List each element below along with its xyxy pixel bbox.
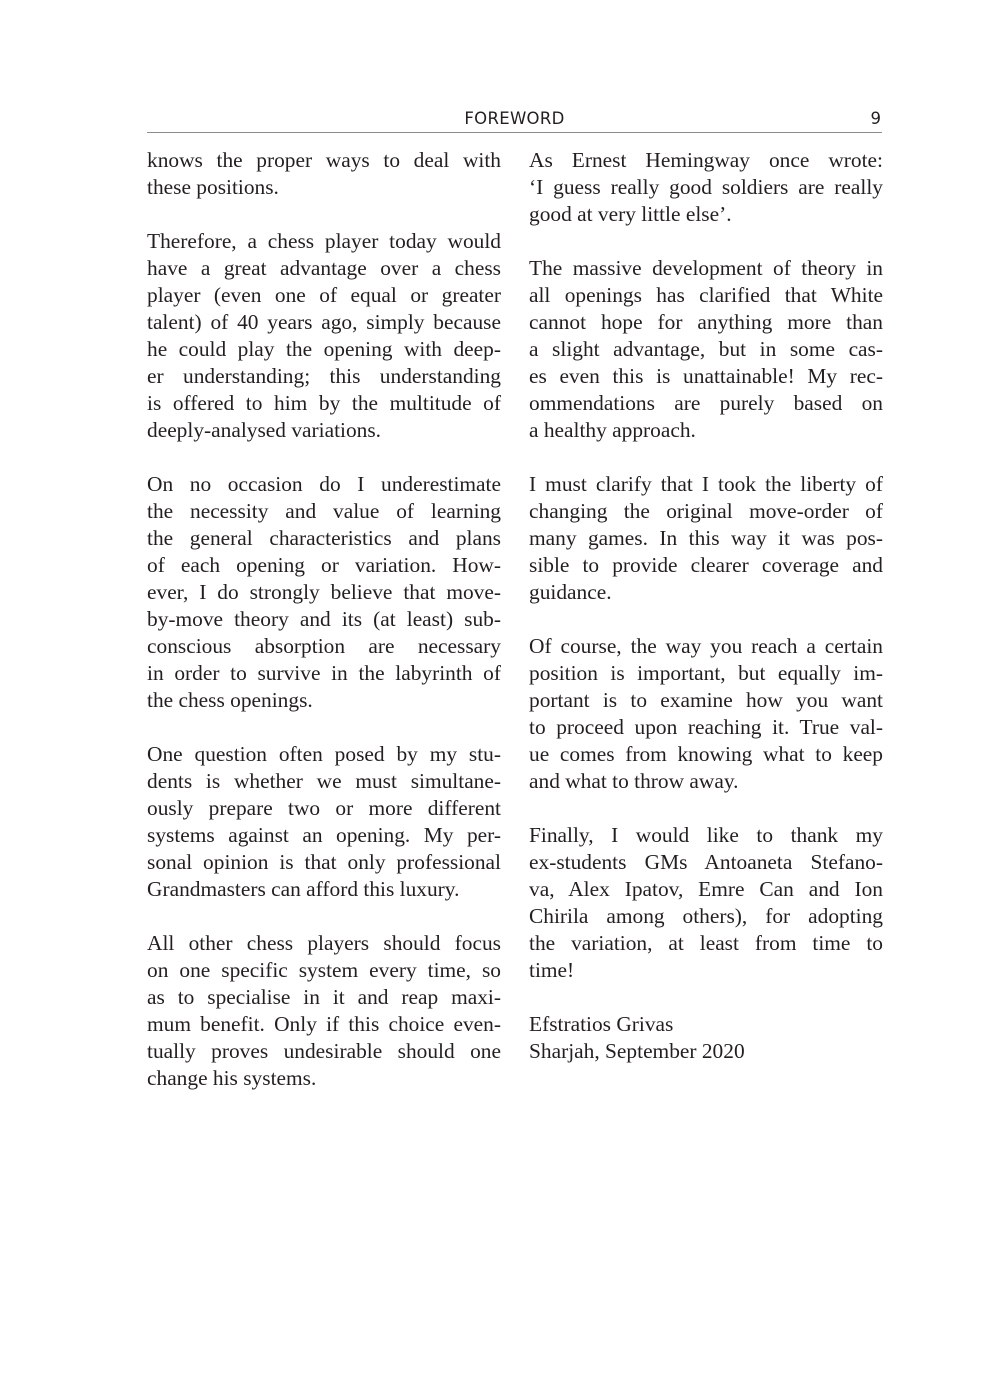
signature-block bbox=[529, 1011, 883, 1065]
text-line: to proceed upon reaching it. True val- bbox=[529, 715, 883, 739]
text-line: es even this is unattainable! My rec- bbox=[529, 364, 883, 388]
paragraph bbox=[147, 147, 501, 201]
text-line: conscious absorption are necessary bbox=[147, 634, 501, 658]
text-line: in order to survive in the labyrinth of bbox=[147, 661, 501, 685]
text-line: a slight advantage, but in some cas- bbox=[529, 337, 883, 361]
text-line: systems against an opening. My per- bbox=[147, 823, 501, 847]
text-line: changing the original move-order of bbox=[529, 499, 883, 523]
left-column bbox=[147, 147, 501, 1119]
text-line: Therefore, a chess player today would bbox=[147, 229, 501, 253]
text-line: the necessity and value of learning bbox=[147, 499, 501, 523]
text-line: time! bbox=[529, 958, 575, 982]
text-line: ‘I guess really good soldiers are really bbox=[529, 175, 883, 199]
text-line: On no occasion do I underestimate bbox=[147, 472, 501, 496]
text-line: these positions. bbox=[147, 175, 279, 199]
text-line: by-move theory and its (at least) sub- bbox=[147, 607, 501, 631]
paragraph bbox=[147, 471, 501, 714]
text-line: I must clarify that I took the liberty of bbox=[529, 472, 883, 496]
text-line: tually proves undesirable should one bbox=[147, 1039, 501, 1063]
text-line: As Ernest Hemingway once wrote: bbox=[529, 148, 883, 172]
text-line: cannot hope for anything more than bbox=[529, 310, 883, 334]
text-line: portant is to examine how you want bbox=[529, 688, 883, 712]
text-line: he could play the opening with deep- bbox=[147, 337, 501, 361]
text-line: the variation, at least from time to bbox=[529, 931, 883, 955]
text-line: position is important, but equally im- bbox=[529, 661, 883, 685]
text-line: ever, I do strongly believe that move- bbox=[147, 580, 501, 604]
text-line: ex-students GMs Antoaneta Stefano- bbox=[529, 850, 883, 874]
text-line: the general characteristics and plans bbox=[147, 526, 501, 550]
text-line: va, Alex Ipatov, Emre Can and Ion bbox=[529, 877, 883, 901]
right-column bbox=[529, 147, 883, 1065]
text-line: One question often posed by my stu- bbox=[147, 742, 501, 766]
paragraph bbox=[529, 471, 883, 606]
signature-name: Efstratios Grivas bbox=[529, 1012, 674, 1036]
text-line: ue comes from knowing what to keep bbox=[529, 742, 883, 766]
running-header bbox=[147, 106, 882, 133]
text-line: mum benefit. Only if this choice even- bbox=[147, 1012, 501, 1036]
text-line: and what to throw away. bbox=[529, 769, 739, 793]
running-title: FOREWORD bbox=[464, 109, 565, 128]
text-line: Of course, the way you reach a certain bbox=[529, 634, 883, 658]
text-line: guidance. bbox=[529, 580, 612, 604]
paragraph bbox=[529, 147, 883, 228]
right-column-paragraphs bbox=[529, 147, 883, 984]
text-line: knows the proper ways to deal with bbox=[147, 148, 501, 172]
signature-place-date: Sharjah, September 2020 bbox=[529, 1039, 745, 1063]
text-line: player (even one of equal or greater bbox=[147, 283, 501, 307]
text-line: dents is whether we must simultane- bbox=[147, 769, 501, 793]
text-line: change his systems. bbox=[147, 1066, 317, 1090]
text-line: ously prepare two or more different bbox=[147, 796, 501, 820]
text-line: All other chess players should focus bbox=[147, 931, 501, 955]
text-line: a healthy approach. bbox=[529, 418, 696, 442]
paragraph bbox=[147, 741, 501, 903]
text-line: talent) of 40 years ago, simply because bbox=[147, 310, 501, 334]
text-line: many games. In this way it was pos- bbox=[529, 526, 883, 550]
text-line: sonal opinion is that only professional bbox=[147, 850, 501, 874]
paragraph bbox=[529, 822, 883, 984]
paragraph bbox=[147, 930, 501, 1092]
paragraph bbox=[147, 228, 501, 444]
text-line: is offered to him by the multitude of bbox=[147, 391, 501, 415]
page-number: 9 bbox=[870, 109, 881, 128]
text-line: on one specific system every time, so bbox=[147, 958, 501, 982]
text-line: of each opening or variation. How- bbox=[147, 553, 501, 577]
paragraph bbox=[529, 255, 883, 444]
text-line: deeply-analysed variations. bbox=[147, 418, 382, 442]
text-line: er understanding; this understanding bbox=[147, 364, 501, 388]
text-line: Finally, I would like to thank my bbox=[529, 823, 883, 847]
text-line: good at very little else’. bbox=[529, 202, 732, 226]
text-line: sible to provide clearer coverage and bbox=[529, 553, 883, 577]
text-line: all openings has clarified that White bbox=[529, 283, 883, 307]
text-line: ommendations are purely based on bbox=[529, 391, 883, 415]
text-line: The massive development of theory in bbox=[529, 256, 883, 280]
text-line: have a great advantage over a chess bbox=[147, 256, 501, 280]
text-line: the chess openings. bbox=[147, 688, 313, 712]
paragraph bbox=[529, 633, 883, 795]
text-line: as to specialise in it and reap maxi- bbox=[147, 985, 501, 1009]
text-line: Chirila among others), for adopting bbox=[529, 904, 883, 928]
text-line: Grandmasters can afford this luxury. bbox=[147, 877, 460, 901]
